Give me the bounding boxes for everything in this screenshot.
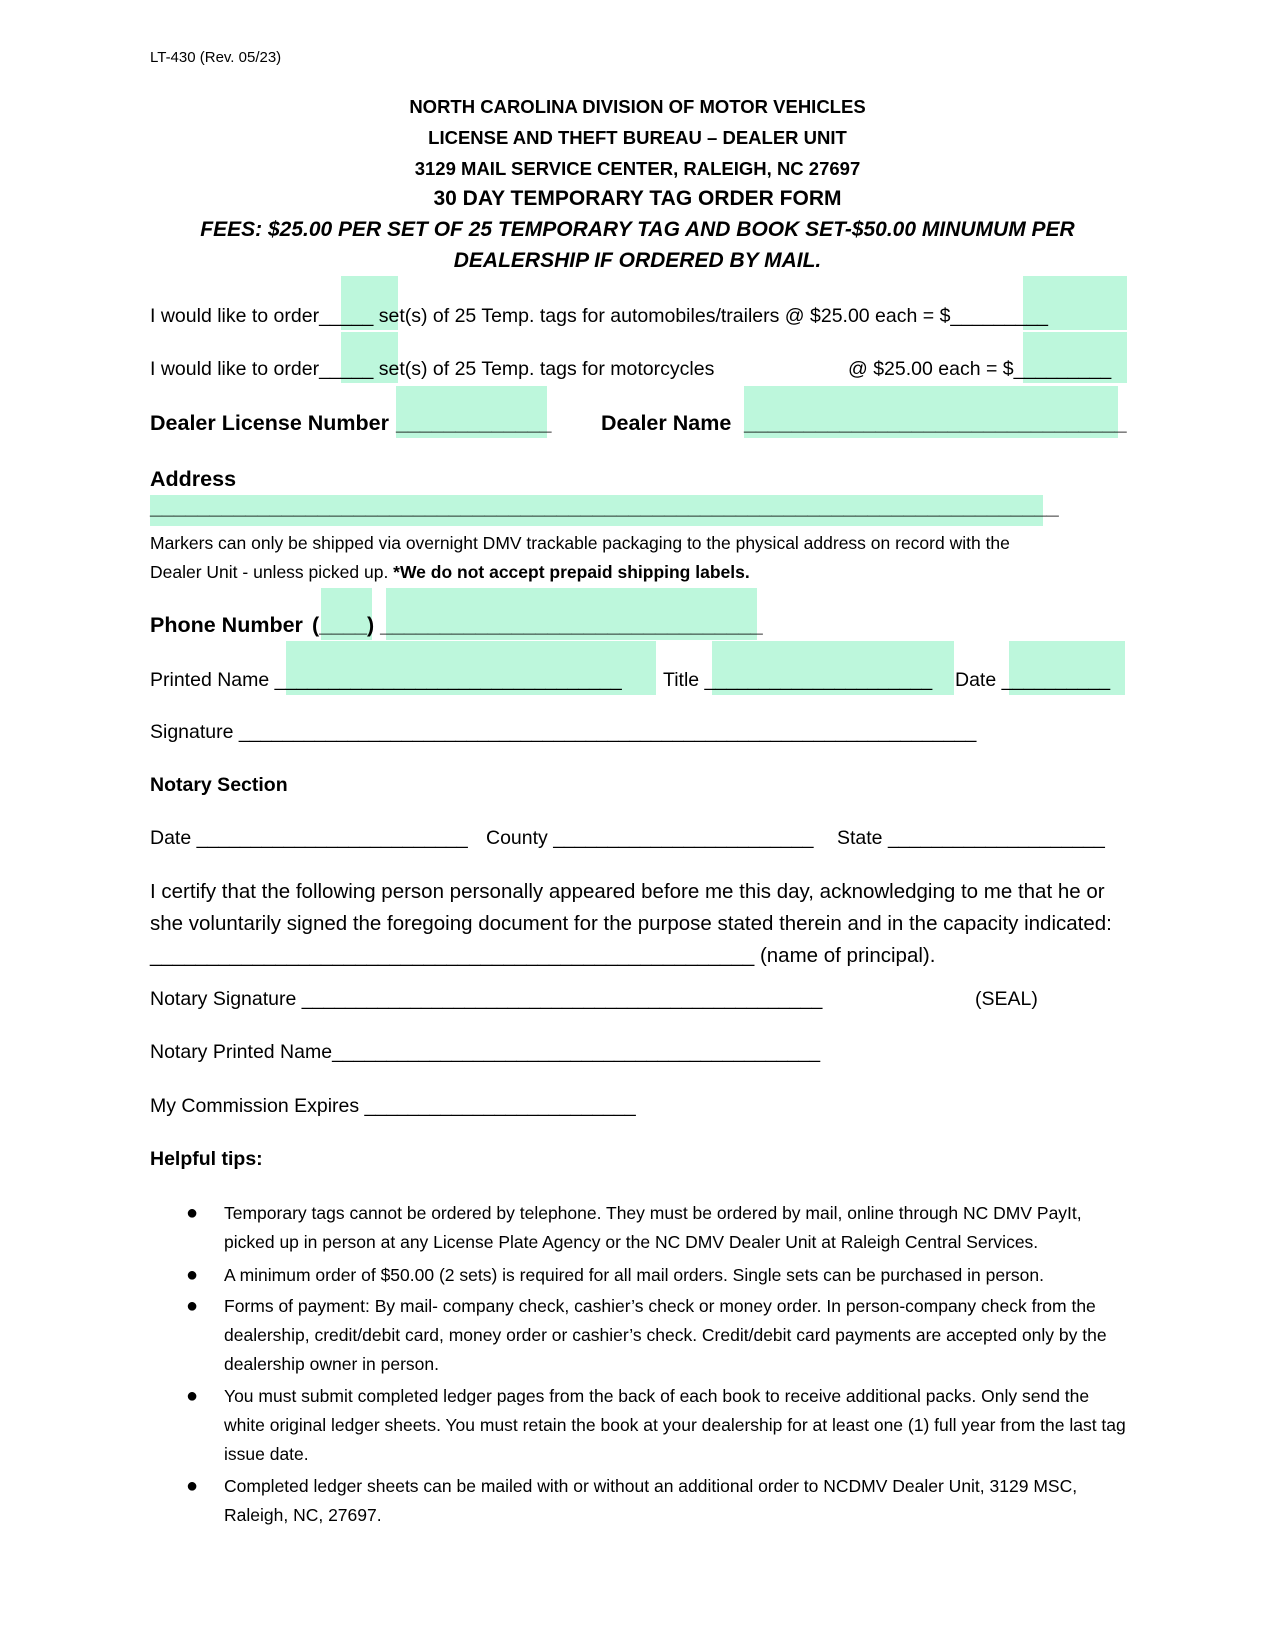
order-moto-line: I would like to order_____ set(s) of 25 Temp. tags for motorcycles (150, 358, 715, 380)
dealer-name-line: ________________________________ (744, 411, 1127, 435)
page-title: 30 DAY TEMPORARY TAG ORDER FORM (433, 187, 842, 210)
notary-county-line: County ________________________ (486, 827, 814, 849)
shipping-note-line-2 (150, 562, 750, 583)
agency-address: 3129 MAIL SERVICE CENTER, RALEIGH, NC 27697 (414, 158, 861, 179)
list-item: ● Temporary tags cannot be ordered by telephone. They must be ordered by mail, online through NC DMV PayIt, picked up in person at any License Plate Agency or the NC DMV Dealer Unit at Raleigh Central Services. (186, 1199, 1126, 1257)
fees-line-2: DEALERSHIP IF ORDERED BY MAIL. (453, 249, 822, 272)
bullet-icon: ● (186, 1295, 199, 1317)
form-number: LT-430 (Rev. 05/23) (150, 49, 282, 66)
notary-printed-name-line: Notary Printed Name_____________________________________________ (150, 1041, 821, 1063)
dealer-license-line: _____________ (396, 411, 552, 435)
agency-name: NORTH CAROLINA DIVISION OF MOTOR VEHICLES (409, 96, 866, 117)
shipping-note-text: Dealer Unit - unless picked up. (150, 562, 394, 582)
bureau-name: LICENSE AND THEFT BUREAU – DEALER UNIT (428, 127, 847, 148)
helpful-tips-list (186, 1199, 1126, 1531)
bullet-icon: ● (186, 1475, 199, 1497)
address-line: ____________________________________________________________________________ (150, 495, 1059, 519)
notary-state-line: State ____________________ (837, 827, 1105, 849)
prepaid-label-warning: *We do not accept prepaid shipping labels. (393, 562, 750, 582)
phone-line: (____) ________________________________ (312, 613, 763, 637)
date-line: Date __________ (955, 669, 1111, 691)
address-label: Address (150, 467, 237, 491)
dealer-license-label: Dealer License Number (150, 411, 389, 435)
phone-label: Phone Number (150, 613, 303, 637)
notary-seal: (SEAL) (975, 988, 1038, 1010)
printed-name-line: Printed Name ________________________________ (150, 669, 622, 691)
fees-line-1: FEES: $25.00 PER SET OF 25 TEMPORARY TAG AND BOOK SET-$50.00 MINUMUM PER (200, 218, 1075, 241)
list-item: ● Completed ledger sheets can be mailed with or without an additional order to NCDMV Dealer Unit, 3129 MSC, Raleigh, NC, 27697. (186, 1472, 1126, 1530)
shipping-note-line-1: Markers can only be shipped via overnight DMV trackable packaging to the physical address on record with the (150, 533, 1010, 553)
title-line: Title _____________________ (663, 669, 933, 691)
order-moto-total: @ $25.00 each = $_________ (848, 358, 1112, 380)
dealer-name-label: Dealer Name (601, 411, 732, 435)
notary-certification: I certify that the following person personally appeared before me this day, acknowledging to me that he or she voluntarily signed the foregoing document for the purpose stated therein and in the capacity indicated: _____________________________________________________ (name of principal). (150, 880, 1112, 967)
signature-line: Signature ____________________________________________________________________ (150, 721, 977, 743)
bullet-icon: ● (186, 1385, 199, 1407)
commission-expires-line: My Commission Expires _________________________ (150, 1095, 636, 1117)
notary-date-line: Date _________________________ (150, 827, 468, 849)
helpful-tips-heading: Helpful tips: (150, 1148, 263, 1170)
notary-heading: Notary Section (150, 774, 288, 796)
list-item: ● A minimum order of $50.00 (2 sets) is required for all mail orders. Single sets can be purchased in person. (186, 1261, 1126, 1290)
list-item: ● Forms of payment: By mail- company check, cashier’s check or money order. In person-company check from the dealership, credit/debit card, money order or cashier’s check. Credit/debit card payments are accepted only by the dealership owner in person. (186, 1292, 1126, 1379)
bullet-icon: ● (186, 1202, 199, 1224)
notary-signature-line: Notary Signature ________________________________________________ (150, 988, 823, 1010)
bullet-icon: ● (186, 1264, 199, 1286)
order-auto-line: I would like to order_____ set(s) of 25 Temp. tags for automobiles/trailers @ $25.00 each = $_________ (150, 305, 1049, 327)
list-item: ● You must submit completed ledger pages from the back of each book to receive additional packs. Only send the white original ledger sheets. You must retain the book at your dealership for at least one (1) full year from the last tag issue date. (186, 1382, 1126, 1469)
